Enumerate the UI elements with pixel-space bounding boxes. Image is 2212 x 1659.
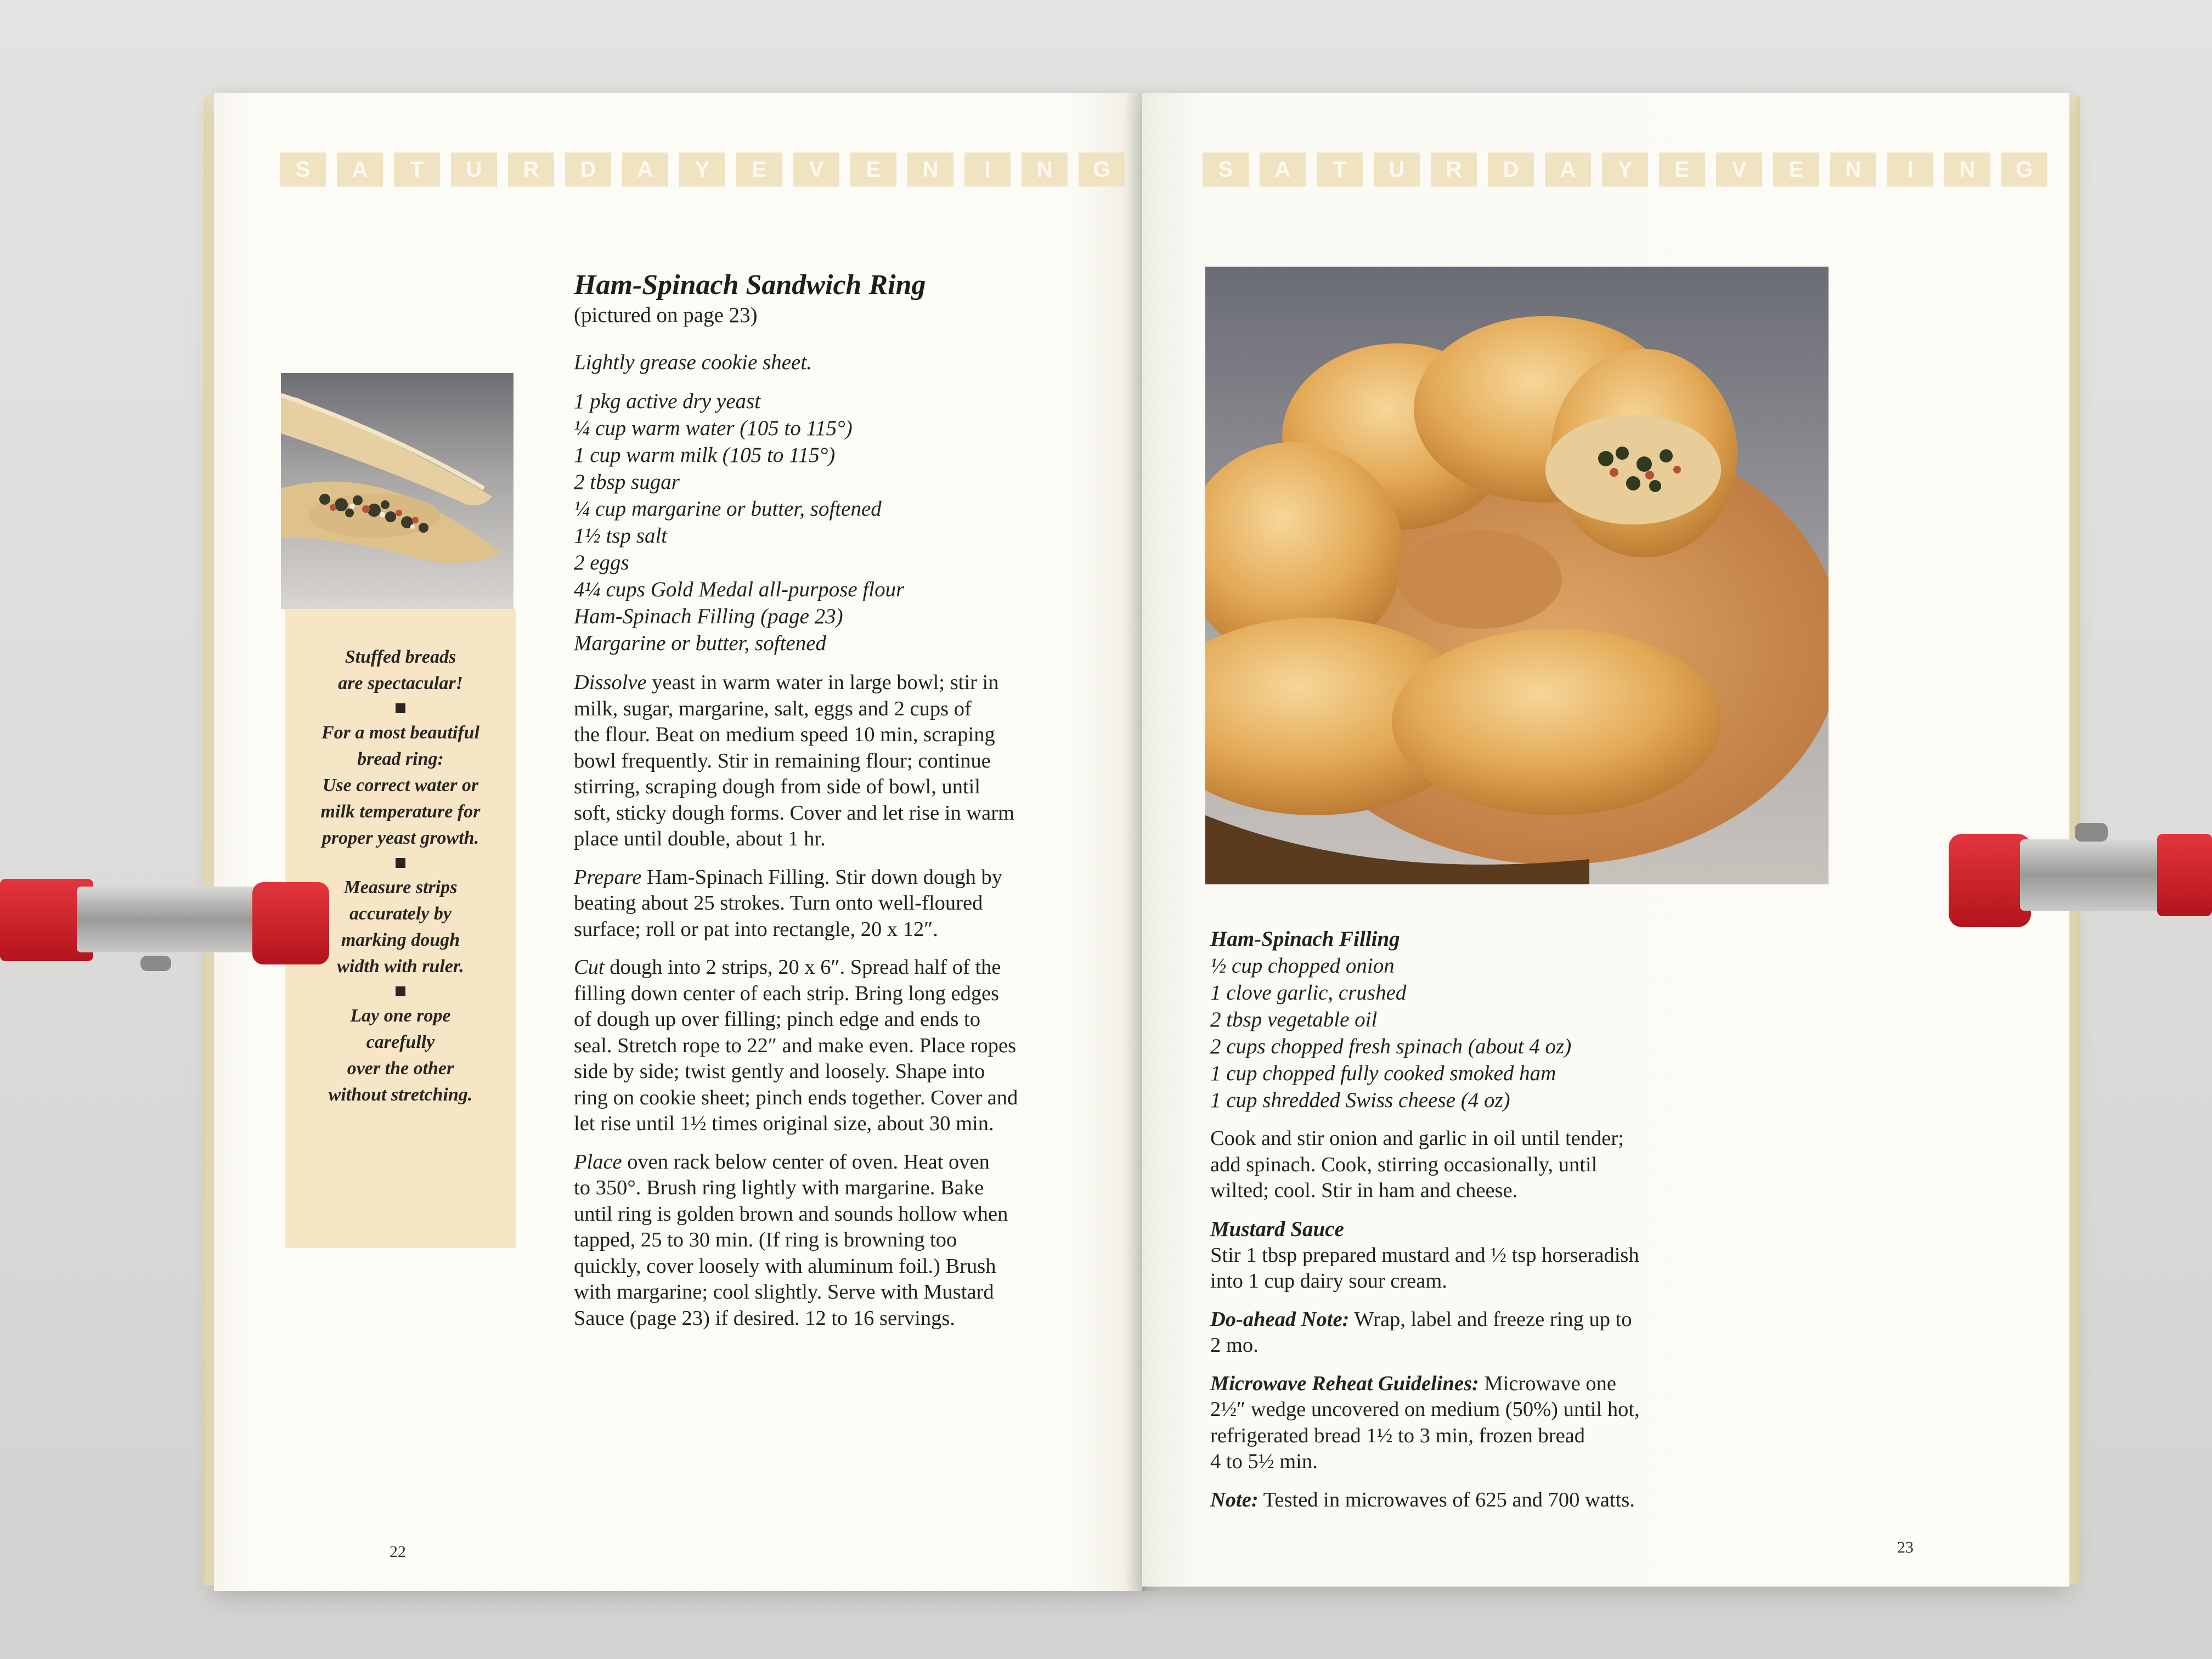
ingredient-item: 4¼ cups Gold Medal all-purpose flour (574, 578, 905, 601)
wattage-note (1210, 1487, 1814, 1514)
note-text: Tested in microwaves of 625 and 700 watts. (1258, 1488, 1635, 1511)
ingredient-item: 1 pkg active dry yeast (574, 390, 761, 413)
step-line: the flour. Beat on medium speed 10 min, scraping (574, 723, 995, 746)
page-number-left: 22 (390, 1543, 406, 1561)
header-letter: S (1203, 153, 1249, 187)
filling-ingredient: 1 cup chopped fully cooked smoked ham (1210, 1062, 1556, 1085)
ingredient-item: ¼ cup warm water (105 to 115°) (574, 416, 853, 440)
method-step (574, 670, 1101, 853)
step-line: of dough up over filling; pinch edge and ends to (574, 1008, 980, 1031)
header-letter: S (280, 153, 326, 187)
step-line: Ham-Spinach Filling. Stir down dough by (641, 865, 1003, 889)
filling-section (1210, 926, 1814, 1525)
left-clamp (0, 870, 329, 974)
sidebar-line: carefully (366, 1032, 435, 1052)
header-letter: I (1887, 153, 1933, 187)
method-step (574, 1149, 1101, 1332)
step-line: bowl frequently. Stir in remaining flour; continue (574, 749, 991, 772)
sidebar-line: over the other (347, 1058, 454, 1079)
method-step (574, 865, 1101, 943)
recipe-title: Ham-Spinach Sandwich Ring (574, 269, 926, 301)
clamp-tip (1949, 834, 2031, 927)
header-letter: I (964, 153, 1011, 187)
header-letter: N (1022, 153, 1068, 187)
sidebar-line: accurately by (349, 904, 452, 924)
note-line: Wrap, label and freeze ring up to (1349, 1307, 1632, 1331)
mustard-title: Mustard Sauce (1210, 1217, 1344, 1241)
step-line: soft, sticky dough forms. Cover and let rise in warm (574, 801, 1015, 825)
step-line: tapped, 25 to 30 min. (If ring is browning too (574, 1228, 957, 1251)
clamp-pivot (140, 956, 171, 971)
ingredient-item: Ham-Spinach Filling (page 23) (574, 605, 843, 628)
dough-strips-illustration (281, 373, 514, 609)
note-line: 2 mo. (1210, 1334, 1259, 1357)
microwave-label: Microwave Reheat Guidelines: (1210, 1372, 1479, 1395)
sidebar-line: width with ruler. (337, 956, 464, 977)
step-line: yeast in warm water in large bowl; stir in (646, 671, 999, 694)
filling-title: Ham-Spinach Filling (1210, 927, 1400, 951)
header-letter: U (451, 153, 497, 187)
header-letter: G (1079, 153, 1125, 187)
header-letter: R (1431, 153, 1477, 187)
filling-ingredient: 2 tbsp vegetable oil (1210, 1008, 1378, 1031)
header-letter: T (394, 153, 440, 187)
header-letter: Y (679, 153, 725, 187)
sidebar-line: without stretching. (328, 1085, 473, 1105)
header-letter: N (1944, 153, 1990, 187)
step-line: stirring, scraping dough from side of bowl, until (574, 775, 981, 798)
ingredient-item: 2 eggs (574, 551, 629, 574)
header-letter: A (622, 153, 668, 187)
bullet-square (396, 858, 405, 868)
step-lead-word: Cut (574, 956, 605, 979)
step-line: let rise until 1½ times original size, about 30 min. (574, 1112, 994, 1135)
ingredient-item: ¼ cup margarine or butter, softened (574, 497, 882, 521)
step-line: place until double, about 1 hr. (574, 827, 826, 850)
sidebar-line: Stuffed breads (345, 647, 456, 667)
clamp-handle (2157, 834, 2212, 916)
recipe-subtitle: (pictured on page 23) (574, 303, 758, 327)
ingredient-item: 2 tbsp sugar (574, 470, 680, 494)
left-page-header (280, 153, 1125, 187)
do-ahead-label: Do-ahead Note: (1210, 1307, 1350, 1331)
filling-ingredient: 2 cups chopped fresh spinach (about 4 oz) (1210, 1035, 1572, 1058)
step-line: milk, sugar, margarine, salt, eggs and 2 cups of (574, 697, 972, 720)
step-lead-word: Dissolve (574, 671, 647, 694)
sidebar-line: Measure strips (343, 877, 458, 898)
sidebar-line: Use correct water or (322, 775, 479, 795)
ingredient-item: 1 cup warm milk (105 to 115°) (574, 443, 836, 467)
right-clamp (1949, 817, 2212, 933)
sidebar-line: marking dough (341, 930, 460, 950)
header-letter: A (337, 153, 383, 187)
bullet-square (396, 703, 405, 713)
step-line: filling down center of each strip. Bring long edges (574, 981, 1000, 1005)
step-line: beating about 25 strokes. Turn onto well-floured (574, 891, 983, 915)
recipe-column (574, 269, 1101, 1344)
note-line: refrigerated bread 1½ to 3 min, frozen bread (1210, 1424, 1585, 1447)
step-line: oven rack below center of oven. Heat oven (622, 1150, 990, 1173)
prep-note: Lightly grease cookie sheet. (574, 351, 812, 374)
sidebar-line: milk temperature for (320, 802, 481, 822)
clamp-tip (252, 882, 329, 964)
step-line: quickly, cover loosely with aluminum foil.) Brush (574, 1254, 996, 1278)
method-line: into 1 cup dairy sour cream. (1210, 1269, 1447, 1293)
header-letter: E (1659, 153, 1705, 187)
header-letter: E (850, 153, 896, 187)
clamp-spring (2020, 839, 2168, 911)
filling-method (1210, 1126, 1814, 1204)
step-lead-word: Place (574, 1150, 622, 1173)
method-steps (574, 670, 1101, 1331)
method-line: Stir 1 tbsp prepared mustard and ½ tsp horseradish (1210, 1243, 1639, 1267)
sidebar-line: bread ring: (357, 749, 444, 769)
step-line: Sauce (page 23) if desired. 12 to 16 servings. (574, 1306, 955, 1330)
bullet-square (396, 986, 405, 996)
header-letter: E (736, 153, 782, 187)
header-letter: D (565, 153, 611, 187)
step-line: to 350°. Brush ring lightly with margarine. Bake (574, 1176, 984, 1199)
filling-ingredient: ½ cup chopped onion (1210, 954, 1395, 978)
step-line: dough into 2 strips, 20 x 6″. Spread half of the (604, 956, 1001, 979)
ingredient-list (574, 388, 1101, 657)
note-line: Microwave one (1479, 1372, 1616, 1395)
header-letter: U (1374, 153, 1420, 187)
header-letter: A (1260, 153, 1306, 187)
clamp-pivot (2075, 823, 2108, 842)
sidebar-line: are spectacular! (338, 673, 463, 693)
header-letter: G (2001, 153, 2047, 187)
header-letter: D (1488, 153, 1534, 187)
method-step (574, 955, 1101, 1137)
page-number-right: 23 (1897, 1538, 1914, 1556)
sidebar-photo (281, 373, 514, 609)
step-line: until ring is golden brown and sounds hollow when (574, 1202, 1008, 1226)
do-ahead-note (1210, 1307, 1814, 1359)
sidebar-line: For a most beautiful (321, 723, 480, 743)
method-line: wilted; cool. Stir in ham and cheese. (1210, 1179, 1518, 1202)
header-letter: A (1545, 153, 1591, 187)
note-label: Note: (1210, 1488, 1259, 1511)
ingredient-item: Margarine or butter, softened (574, 631, 827, 655)
right-page-header (1203, 153, 2047, 187)
mustard-method (1210, 1243, 1814, 1295)
note-line: 4 to 5½ min. (1210, 1450, 1318, 1473)
method-line: add spinach. Cook, stirring occasionally, until (1210, 1153, 1598, 1176)
header-letter: T (1317, 153, 1363, 187)
header-letter: Y (1602, 153, 1648, 187)
step-line: ring on cookie sheet; pinch ends together. Cover and (574, 1086, 1018, 1109)
method-line: Cook and stir onion and garlic in oil until tender; (1210, 1127, 1624, 1150)
sidebar-line: Lay one rope (350, 1006, 451, 1026)
header-letter: E (1773, 153, 1819, 187)
header-letter: R (508, 153, 554, 187)
bread-ring-photo (1205, 267, 1829, 884)
step-line: surface; roll or pat into rectangle, 20 x 12″. (574, 917, 938, 941)
header-letter: V (793, 153, 839, 187)
step-line: seal. Stretch rope to 22″ and make even. Place ropes (574, 1034, 1017, 1057)
microwave-guidelines (1210, 1371, 1814, 1475)
filling-ingredient: 1 clove garlic, crushed (1210, 981, 1407, 1005)
header-letter: V (1716, 153, 1762, 187)
sidebar-line: proper yeast growth. (321, 828, 479, 848)
step-line: side by side; twist gently and loosely. Shape into (574, 1060, 985, 1083)
note-line: 2½″ wedge uncovered on medium (50%) until hot, (1210, 1398, 1640, 1421)
step-line: with margarine; cool slightly. Serve with Mustard (574, 1280, 994, 1304)
filling-ingredient: 1 cup shredded Swiss cheese (4 oz) (1210, 1088, 1510, 1112)
clamp-spring (77, 887, 258, 952)
header-letter: N (1830, 153, 1876, 187)
bread-ring-illustration (1205, 267, 1829, 884)
header-letter: N (907, 153, 953, 187)
step-lead-word: Prepare (574, 865, 642, 889)
ingredient-item: 1½ tsp salt (574, 524, 668, 548)
